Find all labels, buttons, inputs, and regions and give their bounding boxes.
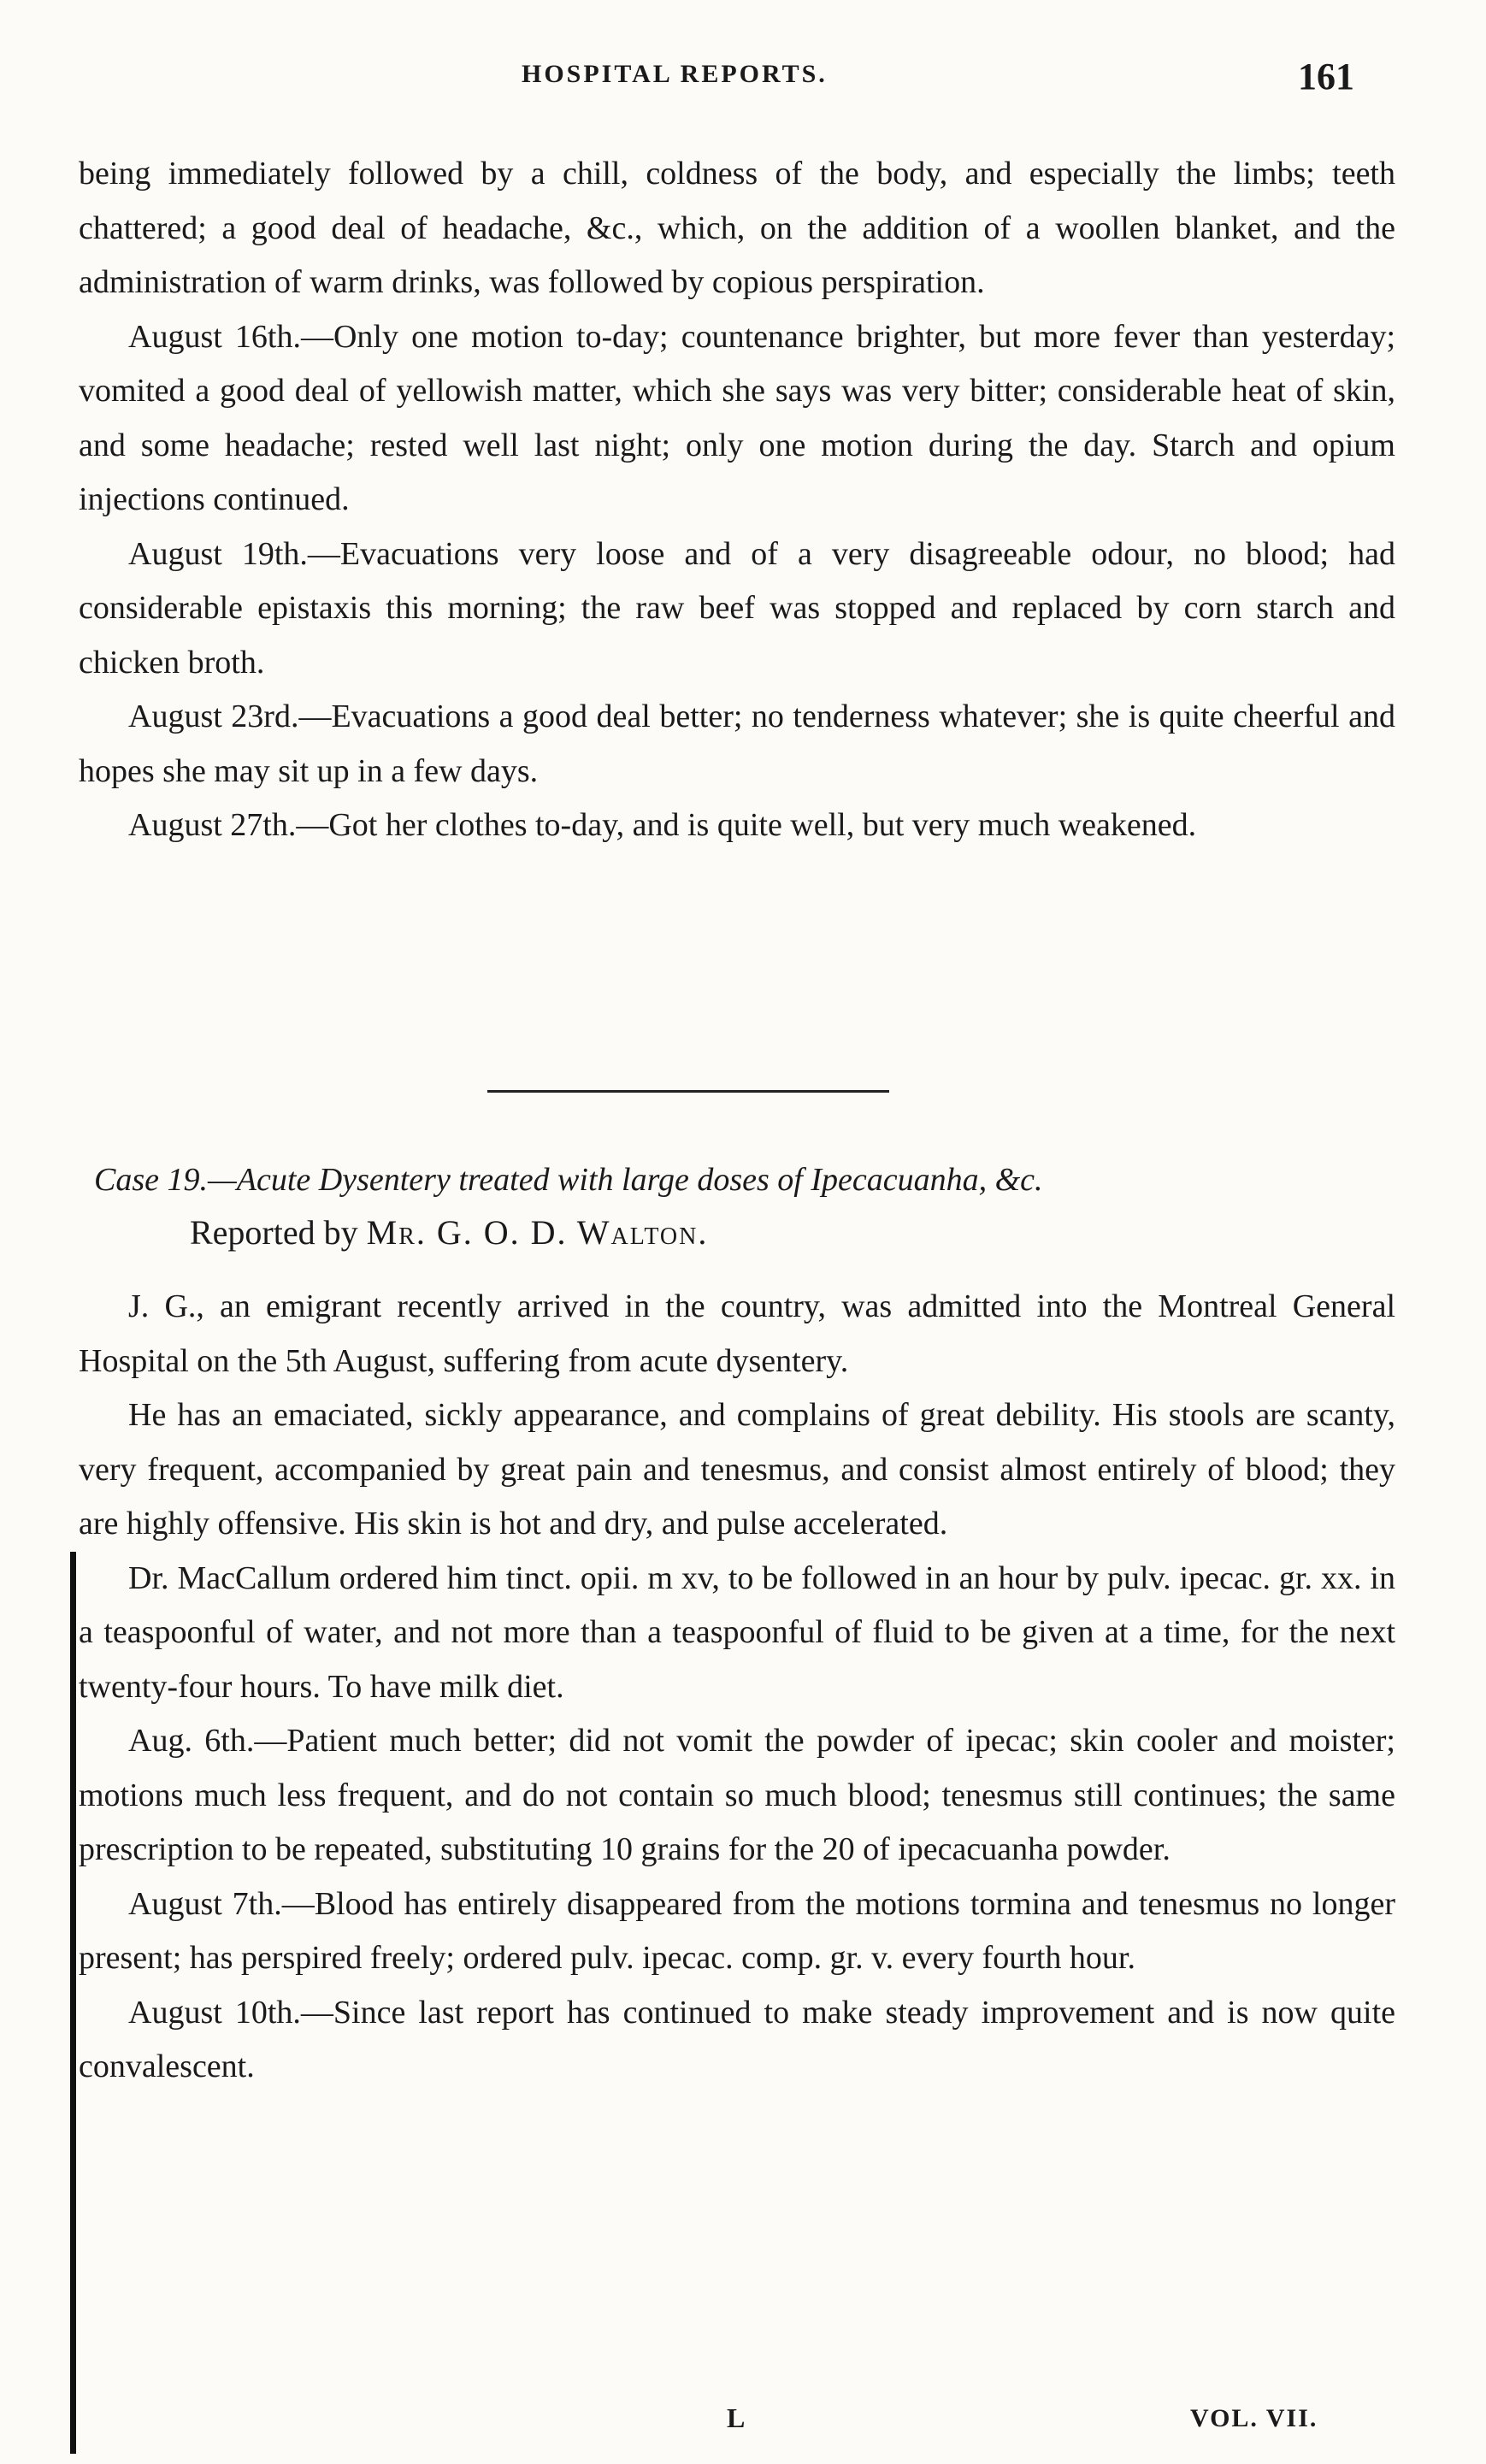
paragraph: being immediately followed by a chill, coldness of the body, and especially the limbs; teeth chattered; a good deal of headache, &c., which, on the addition of a woollen blanket, and the administration of warm drinks, was followed by copious perspiration. (79, 156, 1395, 300)
case-heading: Case 19.—Acute Dysentery treated with large doses of Ipecacuanha, &c. (94, 1162, 1043, 1198)
paragraph: August 10th.—Since last report has continued to make steady improvement and is now quite convalescent. (79, 1994, 1395, 2084)
case-reporter (190, 1207, 708, 1259)
case-19-text (79, 1280, 1395, 2095)
paragraph: August 27th.—Got her clothes to-day, and is quite well, but very much weakened. (128, 807, 1197, 843)
paragraph: Aug. 6th.—Patient much better; did not vomit the powder of ipecac; skin cooler and moister; motions much less frequent, and do not contain so much blood; tenesmus still continues; the same prescription to be repeated, substituting 10 grains for the 20 of ipecacuanha powder. (79, 1723, 1395, 1867)
paragraph: August 16th.—Only one motion to-day; countenance brighter, but more fever than yesterday; vomited a good deal of yellowish matter, which she says was very bitter; considerable heat of skin, and some headache; rested well last night; only one motion during the day. Starch and opium injections continued. (79, 318, 1395, 517)
volume-label: VOL. VII. (1190, 2404, 1318, 2432)
paragraph: He has an emaciated, sickly appearance, and complains of great debility. His stools are scanty, very frequent, accompanied by great pain and tenesmus, and consist almost entirely of blood; they are highly offensive. His skin is hot and dry, and pulse accelerated. (79, 1397, 1395, 1541)
section-divider (487, 1090, 889, 1093)
paragraph: J. G., an emigrant recently arrived in the country, was admitted into the Montreal General Hospital on the 5th August, suffering from acute dysentery. (79, 1288, 1395, 1379)
page-footer (0, 2402, 1486, 2445)
page-number: 161 (1298, 56, 1354, 97)
running-head (0, 55, 1486, 106)
continued-case-text (79, 147, 1395, 853)
signature-mark: L (727, 2402, 746, 2433)
paragraph: Dr. MacCallum ordered him tinct. opii. m xv, to be followed in an hour by pulv. ipecac. gr. xx. in a teaspoonful of water, and not more than a teaspoonful of fluid to be given at a time, for the next twenty-four hours. To have milk diet. (79, 1559, 1395, 1705)
reporter-name: Mr. G. O. D. Walton. (366, 1213, 709, 1252)
reported-by-label: Reported by (190, 1213, 358, 1252)
binding-margin-line (70, 1552, 76, 2454)
paragraph: August 7th.—Blood has entirely disappeared from the motions tormina and tenesmus no longer present; has perspired freely; ordered pulv. ipecac. comp. gr. v. every fourth hour. (79, 1885, 1395, 1976)
running-title: HOSPITAL REPORTS. (522, 60, 828, 88)
paragraph: August 23rd.—Evacuations a good deal better; no tenderness whatever; she is quite cheerful and hopes she may sit up in a few days. (79, 699, 1395, 789)
paragraph: August 19th.—Evacuations very loose and of a very disagreeable odour, no blood; had considerable epistaxis this morning; the raw beef was stopped and replaced by corn starch and chicken broth. (79, 535, 1395, 681)
